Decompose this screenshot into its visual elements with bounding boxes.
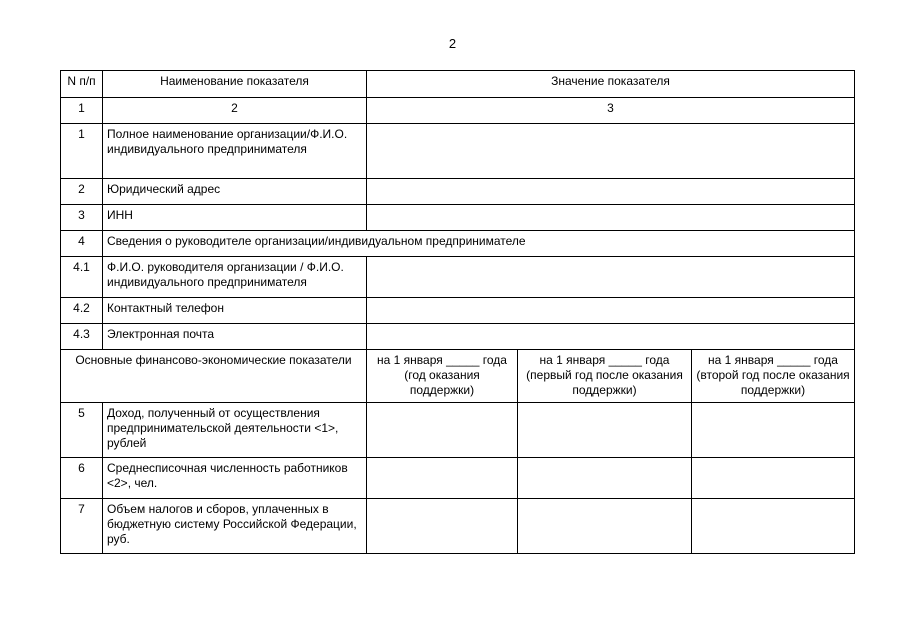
table-row — [61, 403, 855, 458]
column-number: 3 — [367, 98, 855, 124]
table-header-row — [61, 71, 855, 98]
column-number: 1 — [61, 98, 103, 124]
table-row — [61, 499, 855, 554]
row-name: Электронная почта — [103, 324, 367, 350]
row-value-cell[interactable] — [518, 499, 692, 554]
row-number: 7 — [61, 499, 103, 554]
table-row — [61, 298, 855, 324]
table-row — [61, 324, 855, 350]
table-row — [61, 257, 855, 298]
row-name: ИНН — [103, 205, 367, 231]
row-value-cell[interactable] — [367, 205, 855, 231]
column-numbers-row — [61, 98, 855, 124]
indicators-table — [60, 70, 855, 554]
period-column-header: на 1 января _____ года (год оказания поддержки) — [367, 350, 518, 403]
row-value-cell[interactable] — [692, 499, 855, 554]
row-value-cell[interactable] — [367, 298, 855, 324]
row-number: 4.3 — [61, 324, 103, 350]
row-number: 4.2 — [61, 298, 103, 324]
row-number: 3 — [61, 205, 103, 231]
row-value-cell[interactable] — [367, 124, 855, 179]
table-row — [61, 458, 855, 499]
row-number: 1 — [61, 124, 103, 179]
row-name: Объем налогов и сборов, уплаченных в бюджетную систему Российской Федерации, руб. — [103, 499, 367, 554]
row-number: 6 — [61, 458, 103, 499]
row-value-cell[interactable] — [367, 257, 855, 298]
row-value-cell[interactable] — [367, 179, 855, 205]
row-value-cell[interactable] — [692, 403, 855, 458]
row-name: Полное наименование организации/Ф.И.О. индивидуального предпринимателя — [103, 124, 367, 179]
header-value: Значение показателя — [367, 71, 855, 98]
row-name: Контактный телефон — [103, 298, 367, 324]
page-number: 2 — [448, 36, 457, 51]
table-row — [61, 124, 855, 179]
row-value-cell[interactable] — [518, 403, 692, 458]
row-name: Доход, полученный от осуществления предпринимательской деятельности <1>, рублей — [103, 403, 367, 458]
table-row — [61, 179, 855, 205]
header-num: N п/п — [61, 71, 103, 98]
row-name: Среднесписочная численность работников <2>, чел. — [103, 458, 367, 499]
row-value-cell[interactable] — [367, 403, 518, 458]
financial-label: Основные финансово-экономические показатели — [61, 350, 367, 403]
section-title: Сведения о руководителе организации/индивидуальном предпринимателе — [103, 231, 855, 257]
header-name: Наименование показателя — [103, 71, 367, 98]
row-name: Юридический адрес — [103, 179, 367, 205]
period-column-header: на 1 января _____ года (второй год после оказания поддержки) — [692, 350, 855, 403]
financial-header-row — [61, 350, 855, 403]
row-number: 4 — [61, 231, 103, 257]
row-number: 4.1 — [61, 257, 103, 298]
row-value-cell[interactable] — [518, 458, 692, 499]
row-value-cell[interactable] — [692, 458, 855, 499]
row-name: Ф.И.О. руководителя организации / Ф.И.О. индивидуального предпринимателя — [103, 257, 367, 298]
period-column-header: на 1 января _____ года (первый год после оказания поддержки) — [518, 350, 692, 403]
column-number: 2 — [103, 98, 367, 124]
row-number: 5 — [61, 403, 103, 458]
row-number: 2 — [61, 179, 103, 205]
table-row — [61, 205, 855, 231]
row-value-cell[interactable] — [367, 499, 518, 554]
row-value-cell[interactable] — [367, 458, 518, 499]
row-value-cell[interactable] — [367, 324, 855, 350]
table-section-row — [61, 231, 855, 257]
